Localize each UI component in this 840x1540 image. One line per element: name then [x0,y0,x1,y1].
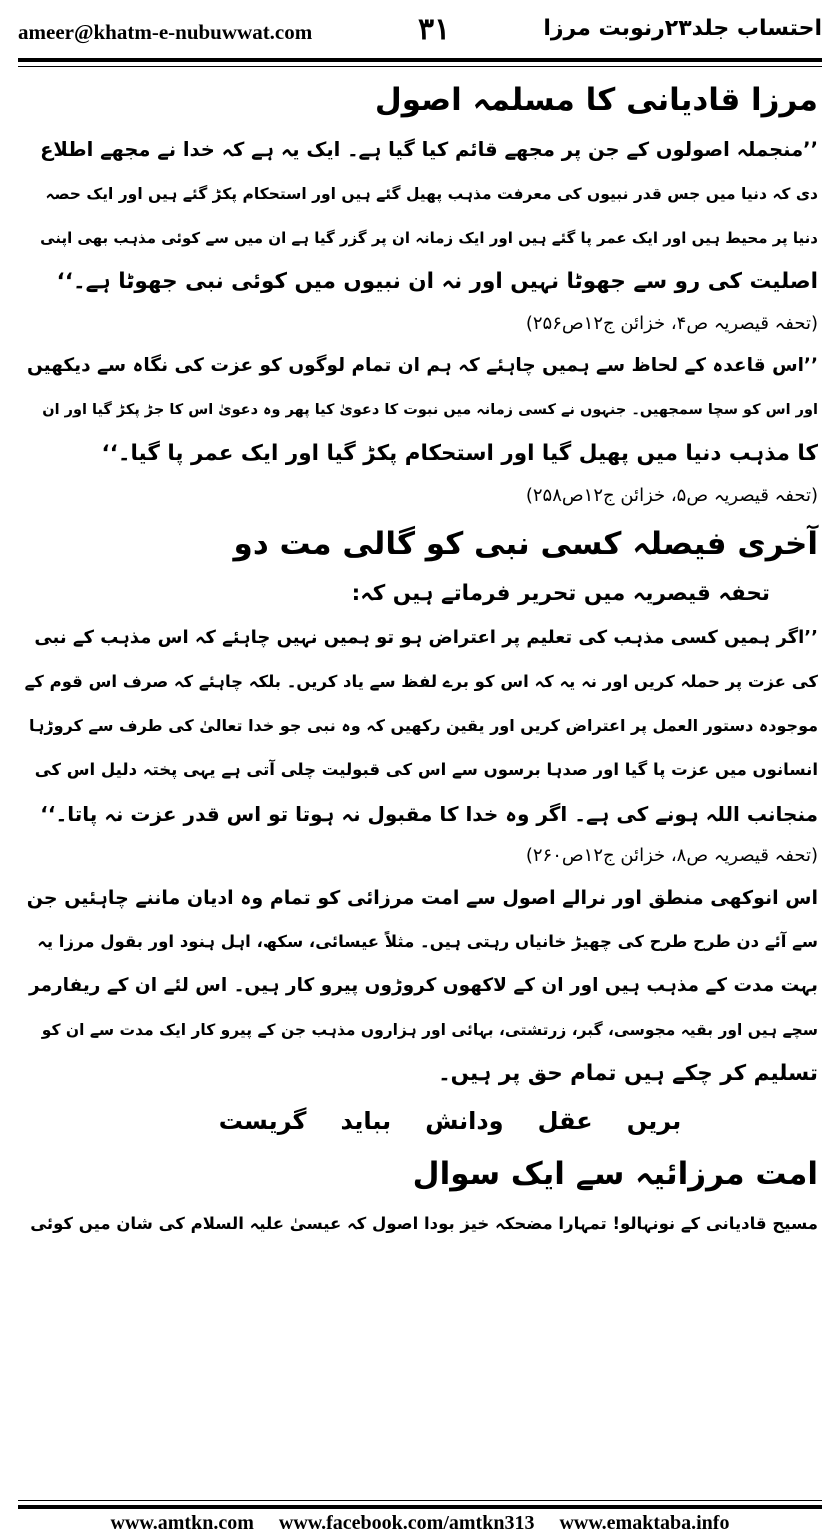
verse-word: بریں [626,1107,682,1135]
page-content [22,72,818,1246]
quote-line: اصلیت کی رو سے جھوٹا نہیں اور نہ ان نبیوں میں کوئی نبی جھوٹا ہے۔‘‘ [56,269,818,294]
section-heading: مرزا قادیانی کا مسلمہ اصول [374,82,818,118]
quote-line: ’’منجملہ اصولوں کے جن پر مجھے قائم کیا گیا ہے۔ ایک یہ ہے کہ خدا نے مجھے اطلاع [40,138,818,161]
quote-line: منجانب اللہ ہونے کی ہے۔ اگر وہ خدا کا مقبول نہ ہوتا تو اس قدر عزت نہ پاتا۔‘‘ [40,802,818,826]
section-heading: امت مرزائیہ سے ایک سوال [412,1156,818,1192]
page-number: ۳۱ [418,12,451,47]
footer-rule-thin [18,1500,822,1501]
body-line: اس انوکھی منطق اور نرالے اصول سے امت مرزائی کو تمام وہ ادیان ماننے چاہئیں جن [26,887,818,909]
verse-word: گریست [218,1107,307,1135]
footer-link-facebook[interactable]: www.facebook.com/amtkn313 [278,1512,535,1534]
body-line: بہت مدت کے مذہب ہیں اور ان کے لاکھوں کروڑوں پیرو کار ہیں۔ اس لئے ان کے ریفارمر [28,975,818,996]
header-rule-thin [18,66,822,67]
quote-line: انسانوں میں عزت پا گیا اور صدہا برسوں سے اس کی قبولیت چلی آتی ہے یہی پختہ دلیل اس کی [34,760,818,779]
reference: (تحفہ قیصریہ ص۴، خزائن ج۱۲ص۲۵۶) [525,313,818,334]
reference: (تحفہ قیصریہ ص۵، خزائن ج۱۲ص۲۵۸) [525,485,818,506]
body-line: سچے ہیں اور بقیہ مجوسی، گبر، زرتشتی، بہائی اور ہزاروں مذہب جن کے پیرو کار ایک مدت سے ان کو [41,1021,818,1039]
book-title: احتساب جلد۲۳رنوبت مرزا [543,16,822,41]
quote-line: کا مذہب دنیا میں پھیل گیا اور استحکام پکڑ گیا اور ایک عمر پا گیا۔‘‘ [101,441,818,466]
intro-line: تحفہ قیصریہ میں تحریر فرماتے ہیں کہ: [351,581,770,606]
body-line: مسیح قادیانی کے نونہالو! تمہارا مضحکہ خیز بودا اصول کہ عیسیٰ علیہ السلام کی شان میں کوئی [30,1214,818,1233]
verse-word: عقل [537,1107,593,1135]
quote-line: کی عزت پر حملہ کریں اور نہ یہ کہ اس کو برے لفظ سے یاد کریں۔ بلکہ چاہئے کہ صرف اس قوم کے [24,672,818,691]
reference: (تحفہ قیصریہ ص۸، خزائن ج۱۲ص۲۶۰) [525,845,818,866]
quote-line: دی کہ دنیا میں جس قدر نبیوں کی معرفت مذہب پھیل گئے ہیں اور استحکام پکڑ گئے ہیں اور ایک حصہ [45,185,818,203]
footer-link-emaktaba[interactable]: www.emaktaba.info [559,1512,730,1534]
verse-word: ودانش [425,1107,504,1135]
quote-line: موجودہ دستور العمل پر اعتراض کریں اور یقین رکھیں کہ وہ نبی جو خدا تعالیٰ کی طرف سے کروڑہا [28,716,818,735]
quote-line: اور اس کو سچا سمجھیں۔ جنہوں نے کسی زمانہ میں نبوت کا دعویٰ کیا پھر وہ دعویٰ اس کا جڑ پکڑ گیا اور ان [42,402,818,418]
persian-verse [22,1096,818,1146]
footer-links [0,1512,840,1535]
page-header [18,12,822,52]
quote-line: ’’اگر ہمیں کسی مذہب کی تعلیم پر اعتراض ہو تو ہمیں نہیں چاہئے کہ اس مذہب کے نبی [34,627,818,648]
body-line: تسلیم کر چکے ہیں تمام حق پر ہیں۔ [438,1061,818,1086]
quote-line: ’’اس قاعدہ کے لحاظ سے ہمیں چاہئے کہ ہم ان تمام لوگوں کو عزت کی نگاہ سے دیکھیں [27,355,818,376]
header-email: ameer@khatm-e-nubuwwat.com [18,20,313,44]
footer-link-amtkn[interactable]: www.amtkn.com [110,1512,254,1534]
body-line: سے آئے دن طرح طرح کی چھیڑ خانیاں رہتی ہیں۔ مثلاً عیسائی، سکھ، اہل ہنود اور بقول مرزا یہ [37,932,818,951]
page-footer [0,1500,840,1540]
quote-line: دنیا پر محیط ہیں اور ایک عمر پا گئے ہیں اور ایک زمانہ ان پر گزر گیا ہے ان میں سے کوئی مذہب بھی اپنی [40,229,818,247]
section-heading: آخری فیصلہ کسی نبی کو گالی مت دو [233,526,818,562]
header-rule-thick [18,58,822,62]
footer-rule-thick [18,1505,822,1509]
verse-word: بباید [340,1107,392,1135]
